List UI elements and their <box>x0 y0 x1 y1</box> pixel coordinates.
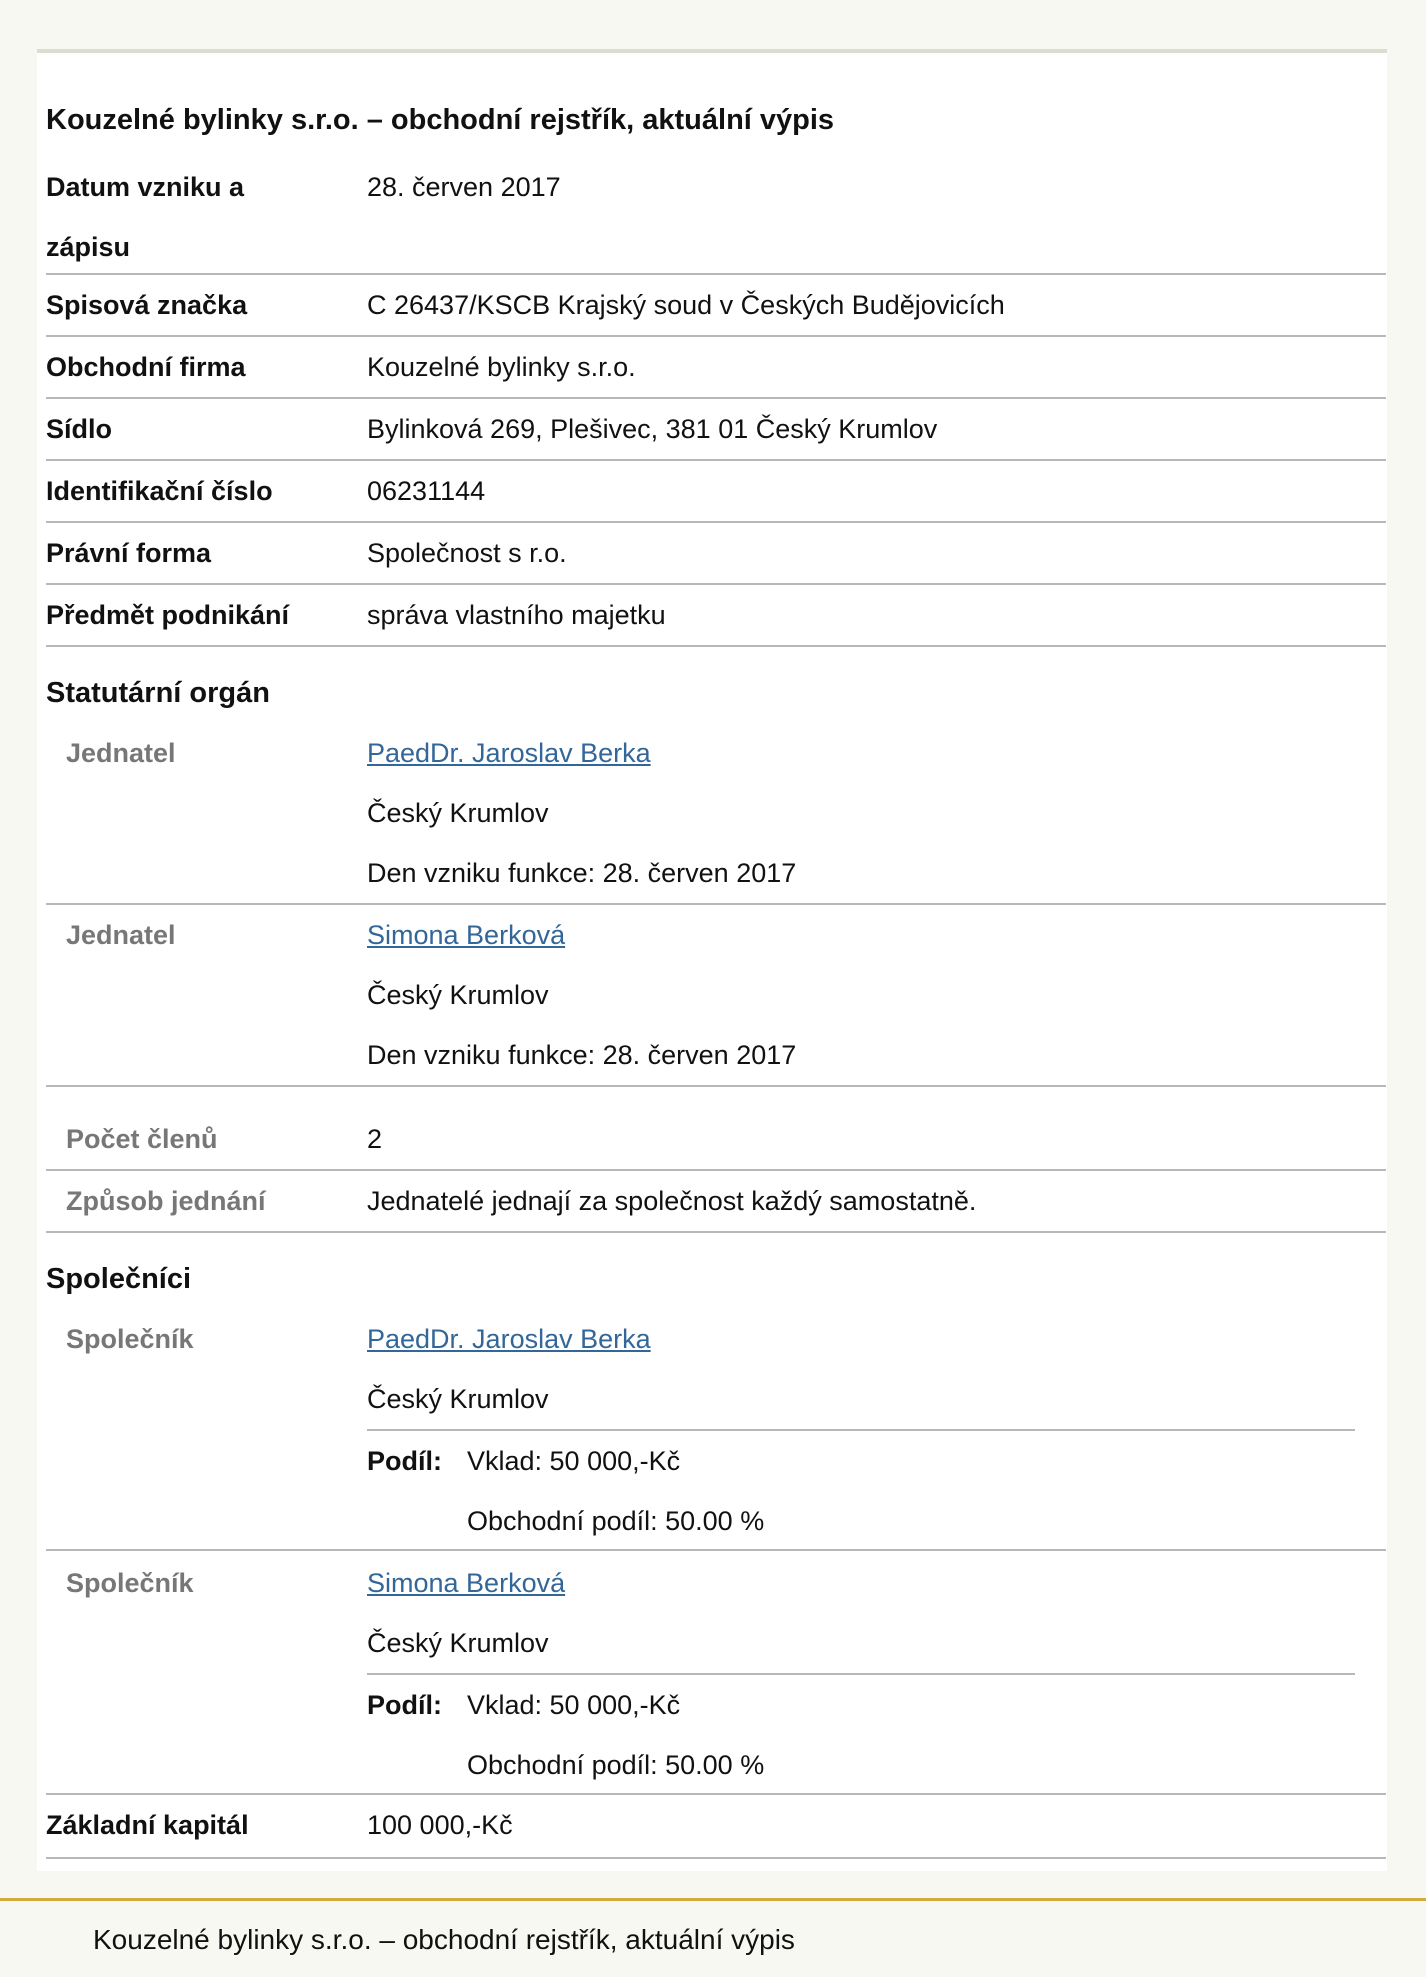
register-card <box>37 49 1387 1871</box>
partner-name-link[interactable]: Simona Berková <box>367 1568 566 1598</box>
section-heading-statutory: Statutární orgán <box>46 677 270 709</box>
field-row-address <box>46 399 1386 461</box>
partner-role: Společník <box>66 1568 194 1598</box>
member-count-value: 2 <box>367 1124 383 1154</box>
member-name-link[interactable]: PaedDr. Jaroslav Berka <box>367 738 651 768</box>
field-label: Datum vzniku a zápisu <box>46 172 245 262</box>
field-row-file-number <box>46 275 1386 337</box>
member-name-link[interactable]: Simona Berková <box>367 920 566 950</box>
member-role: Jednatel <box>66 920 176 950</box>
field-value: Společnost s r.o. <box>367 538 567 568</box>
field-label: Obchodní firma <box>46 352 246 382</box>
field-row-business <box>46 585 1386 647</box>
partner-item <box>46 1553 1386 1795</box>
field-value: Bylinková 269, Plešivec, 381 01 Český Krumlov <box>367 414 938 444</box>
capital-value: 100 000,-Kč <box>367 1810 513 1840</box>
share-percent: Obchodní podíl: 50.00 % <box>467 1750 765 1780</box>
manner-label: Způsob jednání <box>66 1186 266 1216</box>
share-label: Podíl: <box>367 1446 442 1476</box>
field-row-company-name <box>46 337 1386 399</box>
statutory-member <box>46 905 1386 1087</box>
partner-item <box>46 1309 1386 1551</box>
share-deposit: Vklad: 50 000,-Kč <box>467 1446 681 1476</box>
member-count-label: Počet členů <box>66 1124 218 1154</box>
member-role: Jednatel <box>66 738 176 768</box>
section-heading-partners: Společníci <box>46 1263 192 1295</box>
partner-name-link[interactable]: PaedDr. Jaroslav Berka <box>367 1324 651 1354</box>
partner-role: Společník <box>66 1324 194 1354</box>
footer-text: Kouzelné bylinky s.r.o. – obchodní rejstřík, aktuální výpis <box>93 1924 795 1955</box>
partner-city: Český Krumlov <box>367 1628 549 1658</box>
share-percent: Obchodní podíl: 50.00 % <box>467 1506 765 1536</box>
share-label: Podíl: <box>367 1690 442 1720</box>
field-row-legal-form <box>46 523 1386 585</box>
capital-row <box>46 1795 1386 1859</box>
member-city: Český Krumlov <box>367 980 549 1010</box>
share-deposit: Vklad: 50 000,-Kč <box>467 1690 681 1720</box>
member-since: Den vzniku funkce: 28. červen 2017 <box>367 1040 797 1070</box>
field-label: Právní forma <box>46 538 212 568</box>
field-label: Sídlo <box>46 414 112 444</box>
member-since: Den vzniku funkce: 28. červen 2017 <box>367 858 797 888</box>
manner-row <box>46 1171 1386 1233</box>
partner-city: Český Krumlov <box>367 1384 549 1414</box>
page-title: Kouzelné bylinky s.r.o. – obchodní rejstřík, aktuální výpis <box>46 104 835 136</box>
manner-value: Jednatelé jednají za společnost každý samostatně. <box>367 1186 977 1216</box>
field-label: Spisová značka <box>46 290 248 320</box>
field-value: správa vlastního majetku <box>367 600 666 630</box>
statutory-member <box>46 723 1386 905</box>
field-row-id-number <box>46 461 1386 523</box>
capital-label: Základní kapitál <box>46 1810 249 1840</box>
field-value: 06231144 <box>367 476 486 506</box>
field-value: 28. červen 2017 <box>367 172 561 202</box>
field-row-founding-date <box>46 157 1386 275</box>
member-count-row <box>46 1109 1386 1171</box>
field-value: C 26437/KSCB Krajský soud v Českých Budějovicích <box>367 290 1005 320</box>
field-label: Předmět podnikání <box>46 600 290 630</box>
page-footer <box>0 1898 1426 1977</box>
member-city: Český Krumlov <box>367 798 549 828</box>
field-value: Kouzelné bylinky s.r.o. <box>367 352 636 382</box>
field-label: Identifikační číslo <box>46 476 273 506</box>
